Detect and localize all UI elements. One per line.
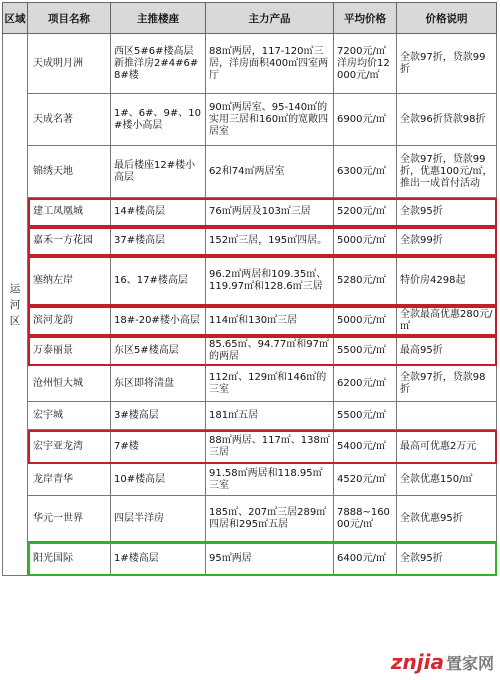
- project-name-cell: 阳光国际: [28, 542, 111, 576]
- building-cell: 1#楼高层: [111, 542, 206, 576]
- price-note-cell: 全款95折: [397, 198, 497, 227]
- table-row: [3, 430, 497, 464]
- price-note-cell: 全款优惠150/㎡: [397, 464, 497, 496]
- header-row: [3, 3, 497, 34]
- building-cell: 东区5#楼高层: [111, 336, 206, 366]
- price-note-cell: 特价房4298起: [397, 256, 497, 306]
- header-building: 主推楼座: [111, 3, 206, 34]
- price-table: [2, 2, 497, 576]
- avg-price-cell: 5400元/㎡: [334, 430, 397, 464]
- avg-price-cell: 5500元/㎡: [334, 402, 397, 430]
- avg-price-cell: 7200元/㎡洋房均价12000元/㎡: [334, 34, 397, 94]
- table-row: [3, 198, 497, 227]
- watermark-text: 置家网: [445, 653, 494, 673]
- product-cell: 185㎡、207㎡三居289㎡四居和295㎡五居: [206, 496, 334, 542]
- project-name-cell: 华元一世界: [28, 496, 111, 542]
- table-row: [3, 94, 497, 146]
- price-note-cell: 全款97折，贷款99折，优惠100元/㎡，推出一成首付活动: [397, 146, 497, 198]
- product-cell: 181㎡五居: [206, 402, 334, 430]
- avg-price-cell: 5200元/㎡: [334, 198, 397, 227]
- price-note-cell: 全款最高优惠280元/㎡: [397, 306, 497, 336]
- building-cell: 37#楼高层: [111, 227, 206, 256]
- building-cell: 16、17#楼高层: [111, 256, 206, 306]
- building-cell: 1#、6#、9#、10#楼小高层: [111, 94, 206, 146]
- avg-price-cell: 6200元/㎡: [334, 366, 397, 402]
- product-cell: 88㎡两居、117㎡、138㎡三居: [206, 430, 334, 464]
- price-note-cell: 全款97折，贷款99折: [397, 34, 497, 94]
- table-row: [3, 402, 497, 430]
- product-cell: 91.58㎡两居和118.95㎡三室: [206, 464, 334, 496]
- table-row: [3, 542, 497, 576]
- product-cell: 112㎡、129㎡和146㎡的三室: [206, 366, 334, 402]
- avg-price-cell: 5000元/㎡: [334, 306, 397, 336]
- table-row: [3, 496, 497, 542]
- price-note-cell: 全款95折: [397, 542, 497, 576]
- avg-price-cell: 5280元/㎡: [334, 256, 397, 306]
- header-district: 区域: [3, 3, 28, 34]
- product-cell: 85.65㎡、94.77㎡和97㎡的两居: [206, 336, 334, 366]
- price-table-container: [2, 2, 496, 676]
- product-cell: 95㎡两居: [206, 542, 334, 576]
- project-name-cell: 宏宇亚龙湾: [28, 430, 111, 464]
- product-cell: 76㎡两居及103㎡三居: [206, 198, 334, 227]
- avg-price-cell: 6900元/㎡: [334, 94, 397, 146]
- header-price-note: 价格说明: [397, 3, 497, 34]
- building-cell: 东区即将清盘: [111, 366, 206, 402]
- project-name-cell: 嘉禾一方花园: [28, 227, 111, 256]
- table-row: [3, 256, 497, 306]
- building-cell: 最后楼座12#楼小高层: [111, 146, 206, 198]
- project-name-cell: 锦绣天地: [28, 146, 111, 198]
- price-note-cell: [397, 402, 497, 430]
- product-cell: 62和74㎡两居室: [206, 146, 334, 198]
- price-note-cell: 全款优惠95折: [397, 496, 497, 542]
- table-row: [3, 306, 497, 336]
- table-row: [3, 227, 497, 256]
- avg-price-cell: 6400元/㎡: [334, 542, 397, 576]
- price-note-cell: 最高95折: [397, 336, 497, 366]
- table-body: [3, 34, 497, 576]
- project-name-cell: 建工凤凰城: [28, 198, 111, 227]
- header-product: 主力产品: [206, 3, 334, 34]
- building-cell: 18#-20#楼小高层: [111, 306, 206, 336]
- avg-price-cell: 7888~16000元/㎡: [334, 496, 397, 542]
- product-cell: 114㎡和130㎡三居: [206, 306, 334, 336]
- building-cell: 7#楼: [111, 430, 206, 464]
- building-cell: 10#楼高层: [111, 464, 206, 496]
- project-name-cell: 天成名著: [28, 94, 111, 146]
- table-row: [3, 146, 497, 198]
- product-cell: 96.2㎡两居和109.35㎡、119.97㎡和128.6㎡三居: [206, 256, 334, 306]
- header-avg-price: 平均价格: [334, 3, 397, 34]
- building-cell: 3#楼高层: [111, 402, 206, 430]
- building-cell: 四层半洋房: [111, 496, 206, 542]
- table-row: [3, 34, 497, 94]
- product-cell: 88㎡两居，117-120㎡三居，洋房面积400㎡四室两厅: [206, 34, 334, 94]
- project-name-cell: 万泰丽景: [28, 336, 111, 366]
- project-name-cell: 滨河龙韵: [28, 306, 111, 336]
- table-row: [3, 464, 497, 496]
- district-cell: 运河区: [3, 34, 28, 576]
- avg-price-cell: 4520元/㎡: [334, 464, 397, 496]
- price-note-cell: 全款97折，贷款98折: [397, 366, 497, 402]
- table-row: [3, 366, 497, 402]
- price-note-cell: 最高可优惠2万元: [397, 430, 497, 464]
- project-name-cell: 塞纳左岸: [28, 256, 111, 306]
- watermark-logo: znjia: [390, 650, 444, 674]
- building-cell: 14#楼高层: [111, 198, 206, 227]
- avg-price-cell: 5500元/㎡: [334, 336, 397, 366]
- project-name-cell: 宏宇城: [28, 402, 111, 430]
- project-name-cell: 龙岸青华: [28, 464, 111, 496]
- project-name-cell: 沧州恒大城: [28, 366, 111, 402]
- price-note-cell: 全款99折: [397, 227, 497, 256]
- project-name-cell: 天成明月洲: [28, 34, 111, 94]
- watermark: [391, 650, 494, 674]
- price-note-cell: 全款96折贷款98折: [397, 94, 497, 146]
- table-row: [3, 336, 497, 366]
- header-project-name: 项目名称: [28, 3, 111, 34]
- avg-price-cell: 6300元/㎡: [334, 146, 397, 198]
- product-cell: 90㎡两居室、95-140㎡的实用三居和160㎡的宽敞四居室: [206, 94, 334, 146]
- avg-price-cell: 5000元/㎡: [334, 227, 397, 256]
- building-cell: 西区5#6#楼高层新推洋房2#4#6#8#楼: [111, 34, 206, 94]
- product-cell: 152㎡三居，195㎡四居。: [206, 227, 334, 256]
